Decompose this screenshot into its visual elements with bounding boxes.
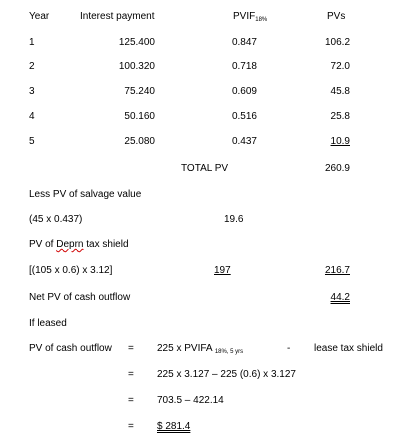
row-interest: 50.160 xyxy=(124,111,155,122)
header-pvif-label: PVIF xyxy=(233,11,256,22)
total-pv-value: 260.9 xyxy=(324,163,350,174)
shield-label-post: tax shield xyxy=(83,239,129,250)
row-interest: 25.080 xyxy=(124,136,155,147)
total-pv-label: TOTAL PV xyxy=(181,163,229,174)
row-year: 1 xyxy=(29,37,35,48)
shield-value: 197 xyxy=(214,265,231,276)
row-year: 2 xyxy=(29,61,35,72)
row-pv: 10.9 xyxy=(330,136,350,147)
row-year: 3 xyxy=(29,86,35,97)
header-pvif xyxy=(233,11,267,23)
header-interest-payment: Interest payment xyxy=(80,11,155,22)
row-pv: 72.0 xyxy=(330,61,350,72)
row-interest: 125.400 xyxy=(118,37,155,48)
salvage-value: 19.6 xyxy=(224,214,244,225)
equals-sign: = xyxy=(128,395,134,406)
leased-formula-line1 xyxy=(157,343,243,355)
shield-label-word: Deprn xyxy=(56,239,84,250)
salvage-label: Less PV of salvage value xyxy=(29,189,142,200)
salvage-calc: (45 x 0.437) xyxy=(29,214,83,225)
header-pvs: PVs xyxy=(327,11,346,22)
row-interest: 100.320 xyxy=(118,61,155,72)
minus-sign: - xyxy=(287,343,291,354)
equals-sign: = xyxy=(128,421,134,432)
shield-label xyxy=(29,239,129,251)
net-pv-label: Net PV of cash outflow xyxy=(29,292,131,303)
leased-formula-line3: 703.5 – 422.14 xyxy=(157,395,224,406)
leased-result: $ 281.4 xyxy=(157,421,191,432)
row-year: 5 xyxy=(29,136,35,147)
leased-formula-tail: lease tax shield xyxy=(314,343,383,354)
leased-outflow-label: PV of cash outflow xyxy=(29,343,112,354)
row-pv: 106.2 xyxy=(325,37,351,48)
leased-formula-sub: 18%, 5 yrs xyxy=(214,349,244,355)
row-pvif: 0.718 xyxy=(231,61,257,72)
leased-formula-line2: 225 x 3.127 – 225 (0.6) x 3.127 xyxy=(157,369,296,380)
equals-sign: = xyxy=(128,343,134,354)
equals-sign: = xyxy=(128,369,134,380)
row-pvif: 0.847 xyxy=(231,37,257,48)
net-pv-value: 44.2 xyxy=(330,292,350,303)
leased-label: If leased xyxy=(29,318,67,329)
row-pvif: 0.516 xyxy=(231,111,257,122)
row-pv: 25.8 xyxy=(330,111,350,122)
header-pvif-rate: 18% xyxy=(255,17,268,23)
row-interest: 75.240 xyxy=(124,86,155,97)
leased-formula-main: 225 x PVIFA xyxy=(157,343,213,354)
row-year: 4 xyxy=(29,111,35,122)
row-pvif: 0.609 xyxy=(231,86,257,97)
header-year: Year xyxy=(29,11,50,22)
row-pvif: 0.437 xyxy=(231,136,257,147)
shield-calc: [(105 x 0.6) x 3.12] xyxy=(29,265,113,276)
shield-net: 216.7 xyxy=(324,265,350,276)
shield-label-pre: PV of xyxy=(29,239,57,250)
row-pv: 45.8 xyxy=(330,86,350,97)
